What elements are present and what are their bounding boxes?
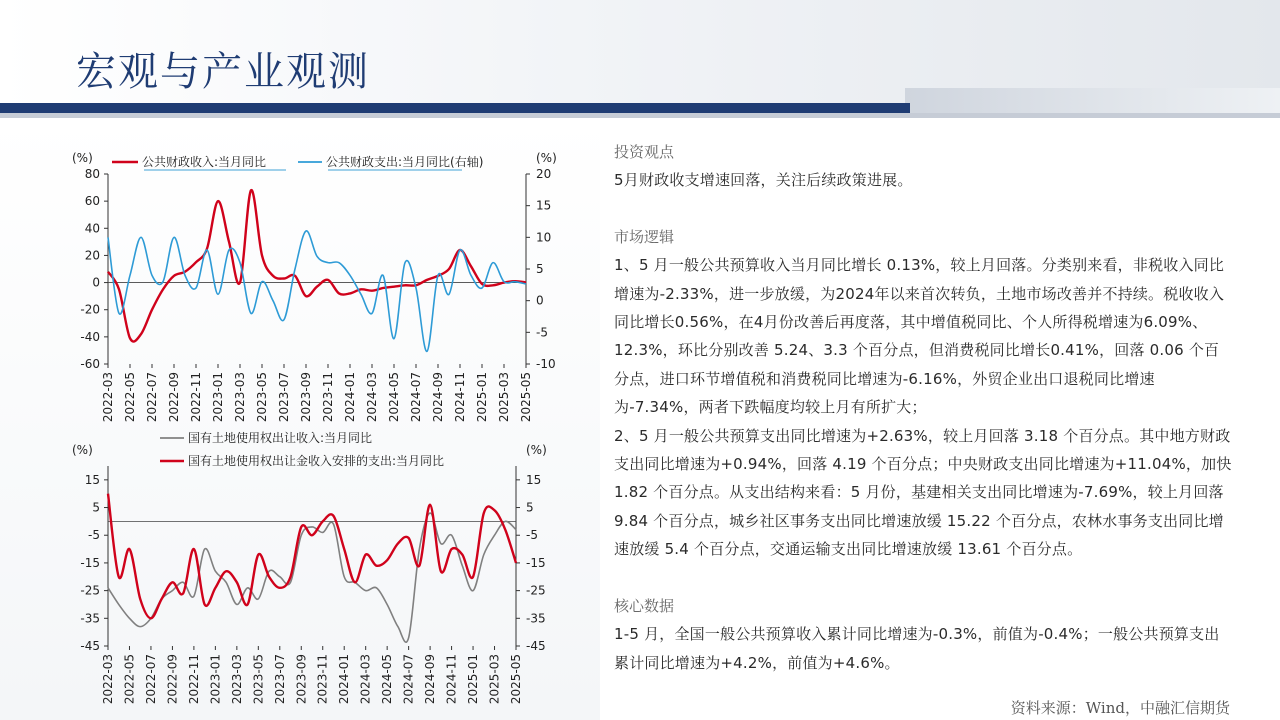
- section-heading: 市场逻辑: [614, 227, 675, 246]
- left-tick-label: -60: [80, 357, 100, 371]
- x-tick-label: 2023-03: [233, 372, 247, 423]
- x-tick-label: 2023-07: [272, 654, 287, 705]
- section-paragraph: 5月财政收支增速回落，关注后续政策进展。: [614, 171, 913, 190]
- section-heading: 核心数据: [614, 596, 675, 615]
- header-decoration: [905, 88, 1280, 113]
- left-axis-unit: (%): [72, 151, 93, 165]
- x-tick-label: 2024-11: [453, 372, 467, 423]
- right-tick-label: -5: [536, 325, 548, 340]
- x-tick-label: 2022-09: [167, 372, 181, 423]
- left-tick-label: 60: [84, 194, 100, 209]
- x-tick-label: 2022-03: [101, 654, 115, 705]
- left-tick-label: -35: [80, 611, 100, 626]
- section-gap: [614, 195, 1234, 223]
- x-tick-label: 2024-07: [401, 654, 416, 705]
- x-tick-label: 2023-03: [229, 654, 244, 705]
- x-tick-label: 2023-01: [208, 654, 223, 705]
- series-line-0: [108, 190, 526, 342]
- series-line-1: [108, 231, 526, 352]
- x-tick-label: 2024-03: [365, 372, 379, 423]
- x-tick-label: 2025-05: [519, 372, 533, 423]
- x-tick-label: 2022-07: [145, 372, 159, 423]
- left-axis-unit: (%): [72, 443, 93, 457]
- right-tick-label: -15: [526, 555, 546, 570]
- section-paragraph: 1-5 月，全国一般公共预算收入累计同比增速为-0.3%，前值为-0.4%；一般公共预算支出累计同比增速为+4.2%，前值为+4.6%。: [614, 625, 1220, 672]
- right-tick-label: -35: [526, 611, 546, 626]
- fiscal-revenue-expenditure-chart: [60, 136, 650, 436]
- page-title: 宏观与产业观测: [76, 49, 370, 95]
- x-tick-label: 2025-01: [466, 654, 481, 705]
- right-tick-label: 5: [526, 500, 534, 515]
- x-tick-label: 2024-01: [337, 654, 352, 705]
- x-tick-label: 2023-05: [255, 372, 269, 423]
- left-tick-label: -45: [80, 639, 100, 653]
- x-tick-label: 2022-11: [186, 654, 201, 705]
- right-axis-unit: (%): [536, 151, 557, 165]
- header-band: [0, 103, 910, 113]
- series-line-0: [108, 513, 516, 642]
- x-tick-label: 2023-11: [321, 372, 335, 423]
- series-line-1: [108, 494, 516, 619]
- right-tick-label: -25: [526, 583, 546, 598]
- x-tick-label: 2025-05: [509, 654, 523, 705]
- x-tick-label: 2023-05: [251, 654, 266, 705]
- x-tick-label: 2025-03: [497, 372, 511, 423]
- right-tick-label: 5: [536, 262, 544, 276]
- x-tick-label: 2024-03: [358, 654, 373, 705]
- left-tick-label: -20: [80, 302, 100, 317]
- left-tick-label: -5: [88, 528, 100, 543]
- right-tick-label: 15: [536, 198, 552, 213]
- legend-label-land-expenditure: 国有土地使用权出让金收入安排的支出:当月同比: [188, 454, 445, 468]
- x-tick-label: 2023-09: [299, 372, 313, 423]
- left-tick-label: 0: [92, 275, 100, 290]
- right-tick-label: -45: [526, 639, 546, 653]
- x-tick-label: 2022-03: [101, 372, 115, 423]
- right-tick-label: 15: [526, 472, 542, 487]
- x-tick-label: 2022-05: [122, 654, 137, 705]
- x-tick-label: 2022-07: [143, 654, 158, 705]
- x-tick-label: 2024-11: [444, 654, 459, 705]
- source-note: 资料来源：Wind，中融汇信期货: [1010, 699, 1230, 717]
- left-tick-label: -25: [80, 583, 100, 598]
- commentary: [614, 138, 1234, 677]
- left-tick-label: 40: [84, 221, 100, 236]
- x-tick-label: 2024-05: [380, 654, 395, 705]
- x-tick-label: 2024-07: [409, 372, 423, 423]
- legend-label-expenditure: 公共财政支出:当月同比(右轴): [326, 155, 484, 169]
- left-tick-label: 80: [84, 167, 100, 181]
- right-tick-label: 10: [536, 230, 552, 245]
- right-tick-label: 0: [536, 293, 544, 308]
- section-paragraph: 1、5 月一般公共预算收入当月同比增长 0.13%，较上月回落。分类别来看，非税收入同比增速为-2.33%，进一步放缓，为2024年以来首次转负，土地市场改善并不持续。税收收入同比增长0.56%，在4月份改善后再度落，其中增值税同比、个人所得税增速为6.09%、12.3%，环比分别改善 5.24、3.3 个百分点，但消费税同比增长0.41%，回落 0.06 个百分点，进口环节增值税和消费税同比增速为-6.16%，外贸企业出口退税同比增速 为-7.34%，两者下跌幅度均较上月有所扩大；: [614, 256, 1225, 417]
- x-tick-label: 2022-11: [189, 372, 203, 423]
- x-tick-label: 2023-01: [211, 372, 225, 423]
- section-gap: [614, 564, 1234, 592]
- x-tick-label: 2025-01: [475, 372, 489, 423]
- land-revenue-chart: [60, 424, 650, 714]
- right-tick-label: -10: [536, 357, 556, 371]
- section-paragraph: 2、5 月一般公共预算支出同比增速为+2.63%，较上月回落 3.18 个百分点。其中地方财政支出同比增速为+0.94%，回落 4.19 个百分点；中央财政支出同比增速为+11.04%，加快 1.82 个百分点。从支出结构来看：5 月份，基建相关支出同比增速为-7.69%，较上月回落 9.84 个百分点，城乡社区事务支出同比增速放缓 15.22 个百分点，农林水事务支出同比增 速放缓 5.4 个百分点，交通运输支出同比增速放缓 13.61 个百分点。: [614, 426, 1232, 559]
- left-tick-label: -40: [80, 329, 100, 344]
- legend-label-land-revenue: 国有土地使用权出让收入:当月同比: [188, 431, 373, 445]
- x-tick-label: 2023-09: [294, 654, 309, 705]
- legend-label-revenue: 公共财政收入:当月同比: [142, 155, 267, 169]
- left-tick-label: 20: [84, 248, 100, 263]
- x-tick-label: 2022-05: [123, 372, 137, 423]
- right-axis-unit: (%): [526, 443, 547, 457]
- right-tick-label: -5: [526, 528, 538, 543]
- x-tick-label: 2025-03: [487, 654, 502, 705]
- x-tick-label: 2024-05: [387, 372, 401, 423]
- x-tick-label: 2024-09: [423, 654, 438, 705]
- right-tick-label: 20: [536, 167, 552, 181]
- x-tick-label: 2023-11: [315, 654, 330, 705]
- section-heading: 投资观点: [614, 143, 675, 161]
- x-tick-label: 2024-09: [431, 372, 445, 423]
- x-tick-label: 2023-07: [277, 372, 291, 423]
- left-tick-label: 15: [84, 472, 100, 487]
- left-tick-label: -15: [80, 555, 100, 570]
- left-tick-label: 5: [92, 500, 100, 515]
- x-tick-label: 2024-01: [343, 372, 357, 423]
- x-tick-label: 2022-09: [165, 654, 180, 705]
